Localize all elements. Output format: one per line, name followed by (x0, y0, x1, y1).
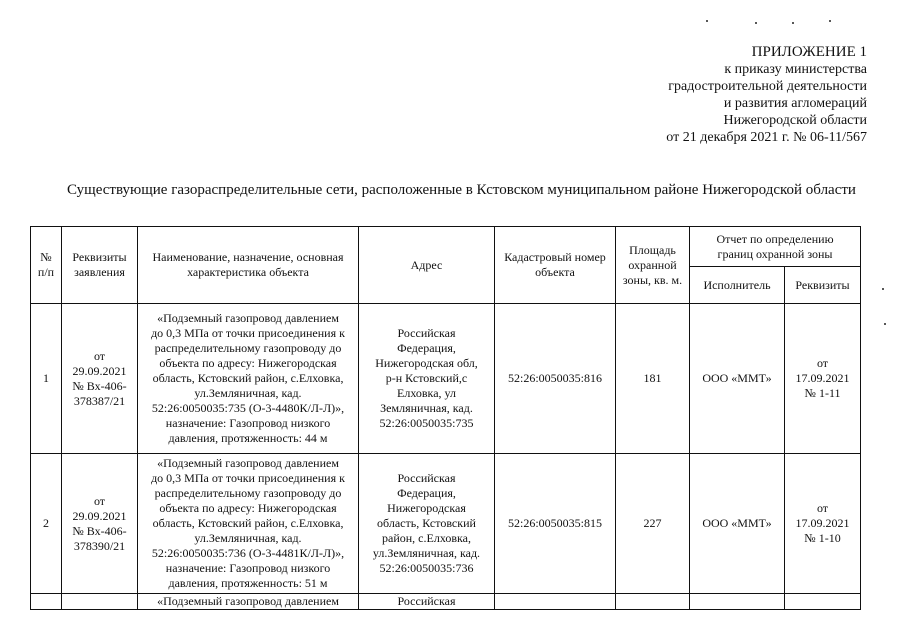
cell-report-requisites (785, 594, 861, 610)
cell-num: 2 (31, 454, 62, 594)
header-name: Наименование, назначение, основная характеристика объекта (138, 227, 359, 304)
cell-area (616, 594, 690, 610)
cell-area: 181 (616, 304, 690, 454)
cell-report-requisites: от 17.09.2021 № 1-11 (785, 304, 861, 454)
appendix-line: градостроительной деятельности (668, 79, 867, 94)
cell-address: Российская (359, 594, 495, 610)
cell-requisites: от 29.09.2021 № Вх-406- 378390/21 (62, 454, 138, 594)
header-executor: Исполнитель (690, 267, 785, 304)
scan-speck (829, 20, 831, 22)
appendix-title: ПРИЛОЖЕНИЕ 1 (751, 44, 867, 60)
cell-cadastral (495, 594, 616, 610)
header-cadastral: Кадастровый номер объекта (495, 227, 616, 304)
cell-num (31, 594, 62, 610)
scan-speck (706, 20, 708, 22)
cell-area: 227 (616, 454, 690, 594)
document-title: Существующие газораспределительные сети, расположенные в Кстовском муниципальном районе Нижегородской области (67, 182, 856, 198)
cell-executor: ООО «ММТ» (690, 454, 785, 594)
header-report: Отчет по определению границ охранной зоны (690, 227, 861, 267)
appendix-line: к приказу министерства (724, 62, 867, 77)
cell-requisites (62, 594, 138, 610)
gas-network-table (30, 226, 861, 610)
cell-executor (690, 594, 785, 610)
scan-speck (755, 22, 757, 24)
table-header-row (31, 227, 861, 267)
cell-report-requisites: от 17.09.2021 № 1-10 (785, 454, 861, 594)
cell-requisites: от 29.09.2021 № Вх-406- 378387/21 (62, 304, 138, 454)
header-requisites: Реквизиты заявления (62, 227, 138, 304)
scan-speck (882, 288, 884, 290)
cell-address: Российская Федерация, Нижегородская обл, р-н Кстовский,с Елховка, ул Земляничная, кад. 52:26:0050035:735 (359, 304, 495, 454)
scan-speck (884, 323, 886, 325)
appendix-header (666, 44, 867, 146)
header-num: № п/п (31, 227, 62, 304)
table-row (31, 454, 861, 594)
cell-name: «Подземный газопровод давлением до 0,3 МПа от точки присоединения к распределительному газопроводу до объекта по адресу: Нижегородская область, Кстовский район, с.Елховка, ул.Земляничная, кад. 52:26:0050035:735 (О-3-4480К/Л-Л)», назначение: Газопровод низкого давления, протяженность: 44 м (138, 304, 359, 454)
header-report-requisites: Реквизиты (785, 267, 861, 304)
cell-name: «Подземный газопровод давлением до 0,3 МПа от точки присоединения к распределительному газопроводу до объекта по адресу: Нижегородская область, Кстовский район, с.Елховка, ул.Земляничная, кад. 52:26:0050035:736 (О-3-4481К/Л-Л)», назначение: Газопровод низкого давления, протяженность: 51 м (138, 454, 359, 594)
cell-executor: ООО «ММТ» (690, 304, 785, 454)
appendix-line: Нижегородской области (723, 113, 867, 128)
cell-num: 1 (31, 304, 62, 454)
cell-cadastral: 52:26:0050035:816 (495, 304, 616, 454)
header-address: Адрес (359, 227, 495, 304)
table-row-partial (31, 594, 861, 610)
cell-cadastral: 52:26:0050035:815 (495, 454, 616, 594)
table-row (31, 304, 861, 454)
scan-speck (792, 22, 794, 24)
header-area: Площадь охранной зоны, кв. м. (616, 227, 690, 304)
appendix-order-date: от 21 декабря 2021 г. № 06-11/567 (666, 130, 867, 145)
cell-address: Российская Федерация, Нижегородская область, Кстовский район, с.Елховка, ул.Земляничная, кад. 52:26:0050035:736 (359, 454, 495, 594)
appendix-line: и развития агломераций (723, 96, 867, 111)
cell-name: «Подземный газопровод давлением (138, 594, 359, 610)
